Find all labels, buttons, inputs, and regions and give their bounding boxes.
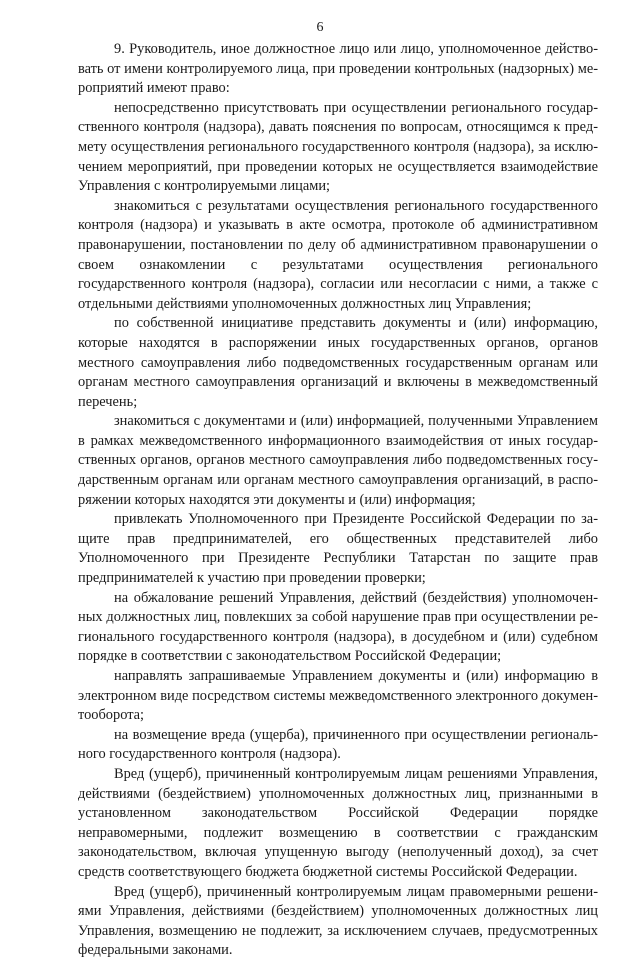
paragraph-damage-unlawful: Вред (ущерб), причиненный контролируемым лицам решениями Управления, действиями (бездействием) уполномоченных должностных лиц, признанными в установленном законодательством Российской Федерации порядке неправомерными, подлежит возмещению в соответствии с гражданским законодательством, включая упущенную выгоду (неполученный доход), за счет средств соответствующего бюджета бюджетной системы Российской Федерации. — [78, 765, 598, 880]
paragraph-damage-lawful: Вред (ущерб), причиненный контролируемым лицам правомерными решениями Управления, действиями (бездействием) уполномоченных должностных лиц Управления, возмещению не подлежит, за исключением случаев, предусмотренных федеральными законами. — [78, 883, 598, 959]
paragraph-right-compensation: на возмещение вреда (ущерба), причиненного при осуществлении регионального государственного контроля (надзора). — [78, 726, 598, 763]
paragraph-right-review-documents: знакомиться с документами и (или) информацией, полученными Управлением в рамках межведомственного информационного взаимодействия от иных государственных органов, органов местного самоуправления либо подведомственных государственным органам или органам местного самоуправления организаций, в распоряжении которых находятся эти документы и (или) информация; — [78, 413, 598, 508]
paragraph-right-attend: непосредственно присутствовать при осуществлении регионального государственного контроля (надзора), давать пояснения по вопросам, относящимся к предмету осуществления регионального государственного контроля (надзора), за исключением мероприятий, при проведении которых не осуществляется взаимодействие Управления с контролируемыми лицами; — [78, 99, 598, 195]
paragraph-right-appeal: на обжалование решений Управления, действий (бездействия) уполномоченных должностных лиц, повлекших за собой нарушение прав при осуществлении регионального государственного контроля (надзора), в досудебном и (или) судебном порядке в соответствии с законодательством Российской Федерации; — [78, 589, 598, 665]
page-number: 6 — [316, 20, 324, 35]
paragraph-right-send-electronically: направлять запрашиваемые Управлением документы и (или) информацию в электронном виде посредством системы межведомственного электронного документооборота; — [78, 668, 598, 724]
paragraph-right-involve-ombudsman: привлекать Уполномоченного при Президенте Российской Федерации по защите прав предпринимателей, его общественных представителей либо Уполномоченного при Президенте Республики Татарстан по защите прав предпринимателей к участию при проведении проверки; — [78, 511, 598, 587]
paragraph-right-submit-documents: по собственной инициативе представить документы и (или) информацию, которые находятся в распоряжении иных государственных органов, органов местного самоуправления либо подведомственных государственным органам или органам местного самоуправления организаций и включены в межведомственный перечень; — [78, 315, 598, 410]
paragraph-right-review-results: знакомиться с результатами осуществления регионального государственного контроля (надзора) и указывать в акте осмотра, протоколе об административном правонарушении, постановлении по делу об административном правонарушении о своем ознакомлении с результатами осуществления регионального государственного контроля (надзора), согласии или несогласии с ними, а также с отдельными действиями уполномоченных должностных лиц Управления; — [78, 197, 598, 312]
document-body — [78, 40, 598, 961]
paragraph-rights-intro: 9. Руководитель, иное должностное лицо или лицо, уполномоченное действовать от имени контролируемого лица, при проведении контрольных (надзорных) мероприятий имеют право: — [78, 41, 598, 97]
